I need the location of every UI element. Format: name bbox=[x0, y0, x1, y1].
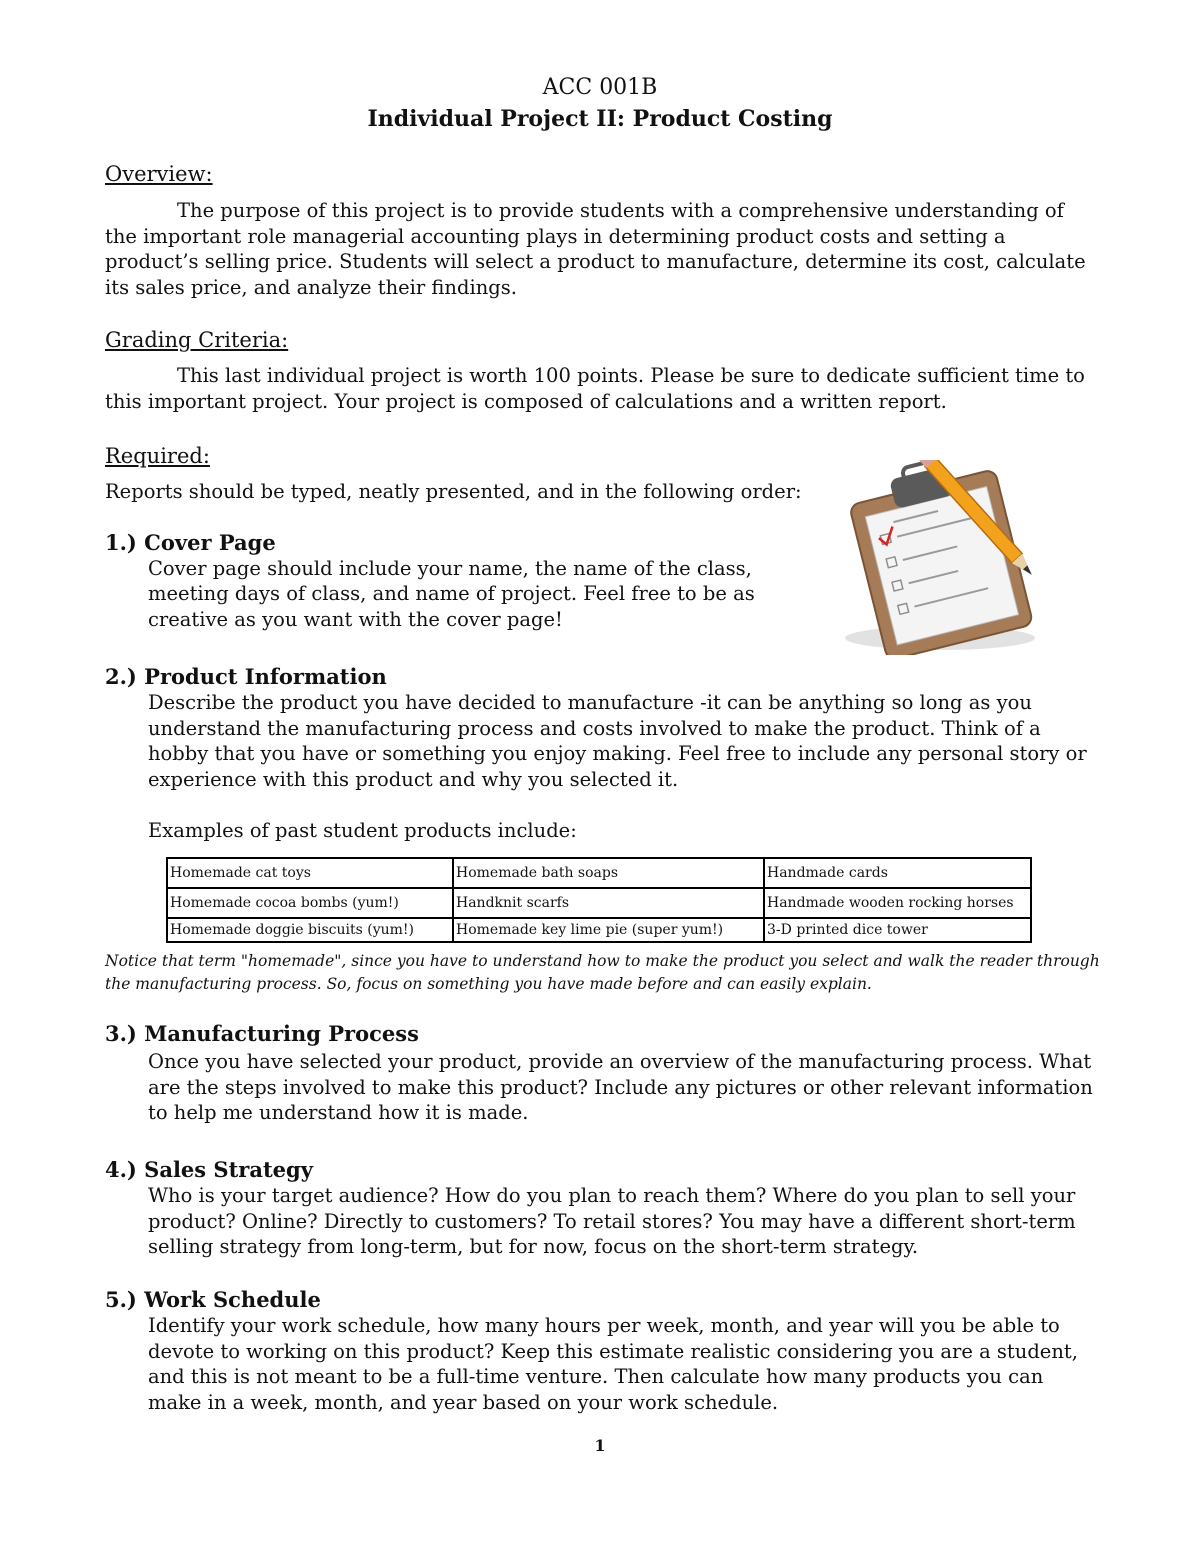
table-row bbox=[167, 918, 1031, 942]
course-title: ACC 001B bbox=[542, 75, 658, 100]
section-5-number: 5.) bbox=[105, 1287, 137, 1312]
table-cell: Handmade wooden rocking horses bbox=[764, 888, 1031, 918]
homemade-note: Notice that term "homemade", since you have to understand how to make the product you select and walk the reader through the manufacturing process. So, focus on something you have made before and can easily explain. bbox=[105, 952, 1100, 993]
section-1-line-2: meeting days of class, and name of project. Feel free to be as bbox=[148, 582, 755, 605]
section-3-number: 3.) bbox=[105, 1021, 137, 1046]
clipboard-checklist-icon bbox=[830, 460, 1060, 655]
section-1-line-1: Cover page should include your name, the name of the class, bbox=[148, 557, 752, 580]
section-4-number: 4.) bbox=[105, 1157, 137, 1182]
section-4-text: Who is your target audience? How do you plan to reach them? Where do you plan to sell your product? Online? Directly to customers? To retail stores? You may have a different short-term selling strategy from long-term, but for now, focus on the short-term strategy. bbox=[148, 1184, 1076, 1258]
section-3-label: Manufacturing Process bbox=[144, 1021, 419, 1046]
section-1-title bbox=[105, 530, 276, 556]
section-3-text: Once you have selected your product, provide an overview of the manufacturing process. What are the steps involved to make this product? Include any pictures or other relevant information to help me understand how it is made. bbox=[148, 1050, 1093, 1124]
grading-heading: Grading Criteria: bbox=[105, 328, 289, 352]
table-cell: Handknit scarfs bbox=[453, 888, 764, 918]
required-heading: Required: bbox=[105, 444, 210, 468]
table-cell: 3-D printed dice tower bbox=[764, 918, 1031, 942]
section-1-line-3: creative as you want with the cover page! bbox=[148, 608, 563, 631]
page-number: 1 bbox=[594, 1436, 606, 1455]
examples-intro: Examples of past student products include: bbox=[148, 819, 577, 842]
overview-heading: Overview: bbox=[105, 162, 213, 186]
table-row bbox=[167, 888, 1031, 918]
overview-text: The purpose of this project is to provide students with a comprehensive understanding of the important role managerial accounting plays in determining product costs and setting a product’s selling price. Students will select a product to manufacture, determine its cost, calculate its sales price, and analyze their findings. bbox=[105, 199, 1086, 299]
table-cell: Homemade bath soaps bbox=[453, 858, 764, 888]
section-5-label: Work Schedule bbox=[144, 1287, 321, 1312]
table-cell: Homemade cat toys bbox=[167, 858, 453, 888]
section-4-title bbox=[105, 1157, 313, 1183]
required-intro: Reports should be typed, neatly presented, and in the following order: bbox=[105, 480, 802, 503]
examples-table bbox=[166, 857, 1032, 943]
table-row bbox=[167, 858, 1031, 888]
grading-text: This last individual project is worth 100 points. Please be sure to dedicate sufficient time to this important project. Your project is composed of calculations and a written report. bbox=[105, 364, 1085, 413]
section-2-number: 2.) bbox=[105, 664, 137, 689]
table-cell: Homemade cocoa bombs (yum!) bbox=[167, 888, 453, 918]
table-cell: Homemade key lime pie (super yum!) bbox=[453, 918, 764, 942]
section-2-label: Product Information bbox=[144, 664, 387, 689]
table-cell: Handmade cards bbox=[764, 858, 1031, 888]
section-4-label: Sales Strategy bbox=[144, 1157, 313, 1182]
section-1-label: Cover Page bbox=[144, 530, 276, 555]
section-5-title bbox=[105, 1287, 321, 1313]
section-2-title bbox=[105, 664, 387, 690]
project-title: Individual Project II: Product Costing bbox=[367, 106, 833, 132]
table-cell: Homemade doggie biscuits (yum!) bbox=[167, 918, 453, 942]
section-2-text: Describe the product you have decided to manufacture -it can be anything so long as you understand the manufacturing process and costs involved to make the product. Think of a hobby that you have or something you enjoy making. Feel free to include any personal story or experience with this product and why you selected it. bbox=[148, 691, 1087, 791]
section-5-text: Identify your work schedule, how many hours per week, month, and year will you be able to devote to working on this product? Keep this estimate realistic considering you are a student, and this is not meant to be a full-time venture. Then calculate how many products you can make in a week, month, and year based on your work schedule. bbox=[148, 1314, 1078, 1414]
section-3-title bbox=[105, 1021, 419, 1047]
section-1-number: 1.) bbox=[105, 530, 137, 555]
